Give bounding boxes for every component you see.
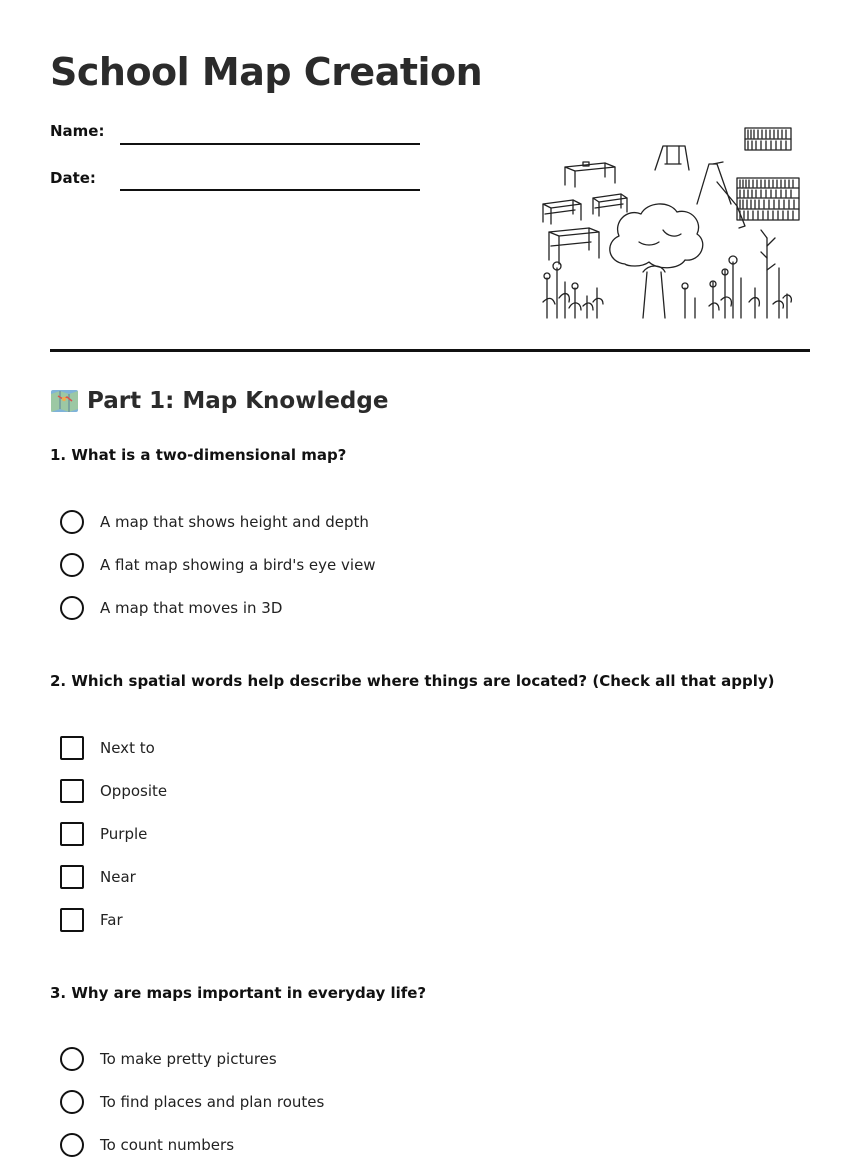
question-2-option[interactable]	[60, 736, 155, 760]
option-label: Opposite	[100, 782, 168, 800]
header-divider	[50, 349, 810, 352]
radio-button[interactable]	[60, 1133, 84, 1157]
question-2-option[interactable]	[60, 908, 123, 932]
desk-icon	[549, 228, 599, 264]
radio-button[interactable]	[60, 1047, 84, 1071]
desk-icon	[565, 162, 615, 187]
name-label: Name:	[50, 122, 105, 140]
question-3-option[interactable]	[60, 1133, 234, 1157]
swing-icon	[655, 146, 689, 170]
checkbox[interactable]	[60, 908, 84, 932]
name-field[interactable]	[120, 143, 420, 145]
option-label: To find places and plan routes	[100, 1093, 325, 1111]
radio-button[interactable]	[60, 510, 84, 534]
tree-icon	[610, 204, 703, 318]
checkbox[interactable]	[60, 736, 84, 760]
option-label: To count numbers	[100, 1136, 235, 1154]
desk-icon	[543, 200, 581, 224]
question-3-option[interactable]	[60, 1047, 277, 1071]
question-2-option[interactable]	[60, 779, 167, 803]
section-title	[50, 388, 388, 414]
question-2-option[interactable]	[60, 865, 136, 889]
date-field[interactable]	[120, 189, 420, 191]
question-1-option[interactable]	[60, 596, 282, 620]
bookshelf-icon	[737, 178, 799, 220]
option-label: Next to	[100, 739, 155, 757]
question-1: 1. What is a two-dimensional map?	[50, 446, 347, 464]
question-1-option[interactable]	[60, 553, 376, 577]
option-label: Far	[100, 911, 123, 929]
school-items-illustration-icon	[535, 122, 810, 322]
option-label: A flat map showing a bird's eye view	[100, 556, 376, 574]
question-1-option[interactable]	[60, 510, 369, 534]
option-label: To make pretty pictures	[100, 1050, 277, 1068]
small-bookshelf-icon	[745, 128, 791, 150]
option-label: Near	[100, 868, 136, 886]
radio-button[interactable]	[60, 553, 84, 577]
desk-icon	[593, 194, 627, 216]
checkbox[interactable]	[60, 779, 84, 803]
date-label: Date:	[50, 169, 96, 187]
question-2: 2. Which spatial words help describe where things are located? (Check all that apply)	[50, 672, 775, 690]
radio-button[interactable]	[60, 596, 84, 620]
map-icon	[50, 388, 79, 414]
question-3-option[interactable]	[60, 1090, 324, 1114]
question-3: 3. Why are maps important in everyday life?	[50, 984, 427, 1002]
option-label: A map that moves in 3D	[100, 599, 283, 617]
option-label: Purple	[100, 825, 148, 843]
worksheet-title: School Map Creation	[50, 50, 483, 94]
section-title-text: Part 1: Map Knowledge	[87, 388, 389, 414]
checkbox[interactable]	[60, 865, 84, 889]
checkbox[interactable]	[60, 822, 84, 846]
radio-button[interactable]	[60, 1090, 84, 1114]
question-2-option[interactable]	[60, 822, 147, 846]
option-label: A map that shows height and depth	[100, 513, 369, 531]
